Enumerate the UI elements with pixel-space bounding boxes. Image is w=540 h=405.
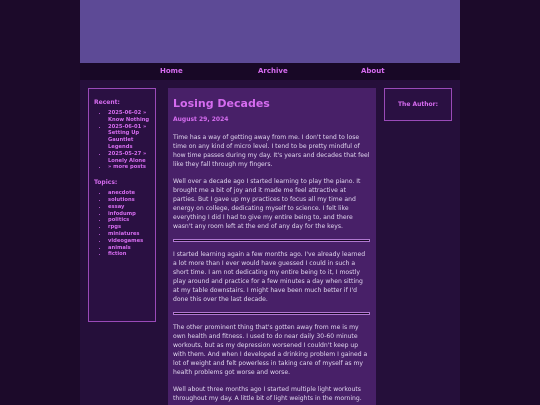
topic-link[interactable]: • infodump <box>108 211 151 218</box>
sidebar <box>88 88 156 322</box>
topic-link[interactable]: • animals <box>108 245 151 252</box>
section-divider <box>173 312 370 315</box>
top-nav <box>80 63 460 80</box>
more-posts-link[interactable]: • » more posts <box>108 164 151 171</box>
recent-link[interactable]: • 2025-06-02 » Know Nothing <box>108 110 151 124</box>
nav-home-link[interactable]: Home <box>160 67 183 75</box>
post-paragraph: Well over a decade ago I started learning to play the piano. It brought me a bit of joy and it made me feel attractive at parties. But I gave up my practices to focus all my time and energy on college, dedicating myself to science. I felt like everything I did I had to give my entire being to, and there wasn't any room left at the end of any day for the keys. <box>173 178 361 230</box>
nav-about-link[interactable]: About <box>361 67 385 75</box>
topic-link[interactable]: • anecdote <box>108 190 151 197</box>
post-content <box>168 88 376 405</box>
post-paragraph: I started learning again a few months ago. I've already learned a lot more than I ever would have guessed I could in such a short time. I am not dedicating my entire being to it, I mostly play around and practice for a few minutes a day when sitting at my table downstairs. I might have been much better if I'd done this over the last decade. <box>173 251 366 303</box>
page-column <box>80 0 460 405</box>
topics-heading: Topics: <box>94 179 118 187</box>
author-heading: The Author: <box>397 101 439 108</box>
recent-list <box>94 110 151 171</box>
author-box <box>384 88 452 121</box>
post-paragraph: Well about three months ago I started multiple light workouts throughout my day. A little bit of light weights in the morning. <box>173 386 362 402</box>
topic-link[interactable]: • miniatures <box>108 231 151 238</box>
recent-link[interactable]: • 2025-06-01 » Setting Up Gauntlet Legends <box>108 124 151 151</box>
recent-link[interactable]: • 2025-05-27 » Lonely Alone <box>108 151 151 165</box>
post-date: August 29, 2024 <box>173 116 229 123</box>
topic-link[interactable]: • rpgs <box>108 224 151 231</box>
recent-heading: Recent: <box>94 99 120 106</box>
nav-archive-link[interactable]: Archive <box>258 67 288 75</box>
section-divider <box>173 239 370 242</box>
header-banner <box>80 0 460 63</box>
topic-link[interactable]: • fiction <box>108 251 151 258</box>
topics-list <box>94 190 151 258</box>
topic-link[interactable]: • videogames <box>108 238 151 245</box>
post-title: Losing Decades <box>173 97 270 110</box>
topic-link[interactable]: • solutions <box>108 197 151 204</box>
topic-link[interactable]: • politics <box>108 217 151 224</box>
post-paragraph: The other prominent thing that's gotten away from me is my own health and fitness. I used to do near daily 30-60 minute workouts, but as my depression worsened I couldn't keep up with them. And when I developed a drinking problem I gained a lot of weight and felt powerless in taking care of myself as my health problems got worse and worse. <box>173 324 368 376</box>
topic-link[interactable]: • essay <box>108 204 151 211</box>
post-paragraph: Time has a way of getting away from me. I don't tend to lose time on any kind of micro level. I tend to be pretty mindful of how time passes during my day. It's years and decades that feel like they fall through my fingers. <box>173 134 370 168</box>
